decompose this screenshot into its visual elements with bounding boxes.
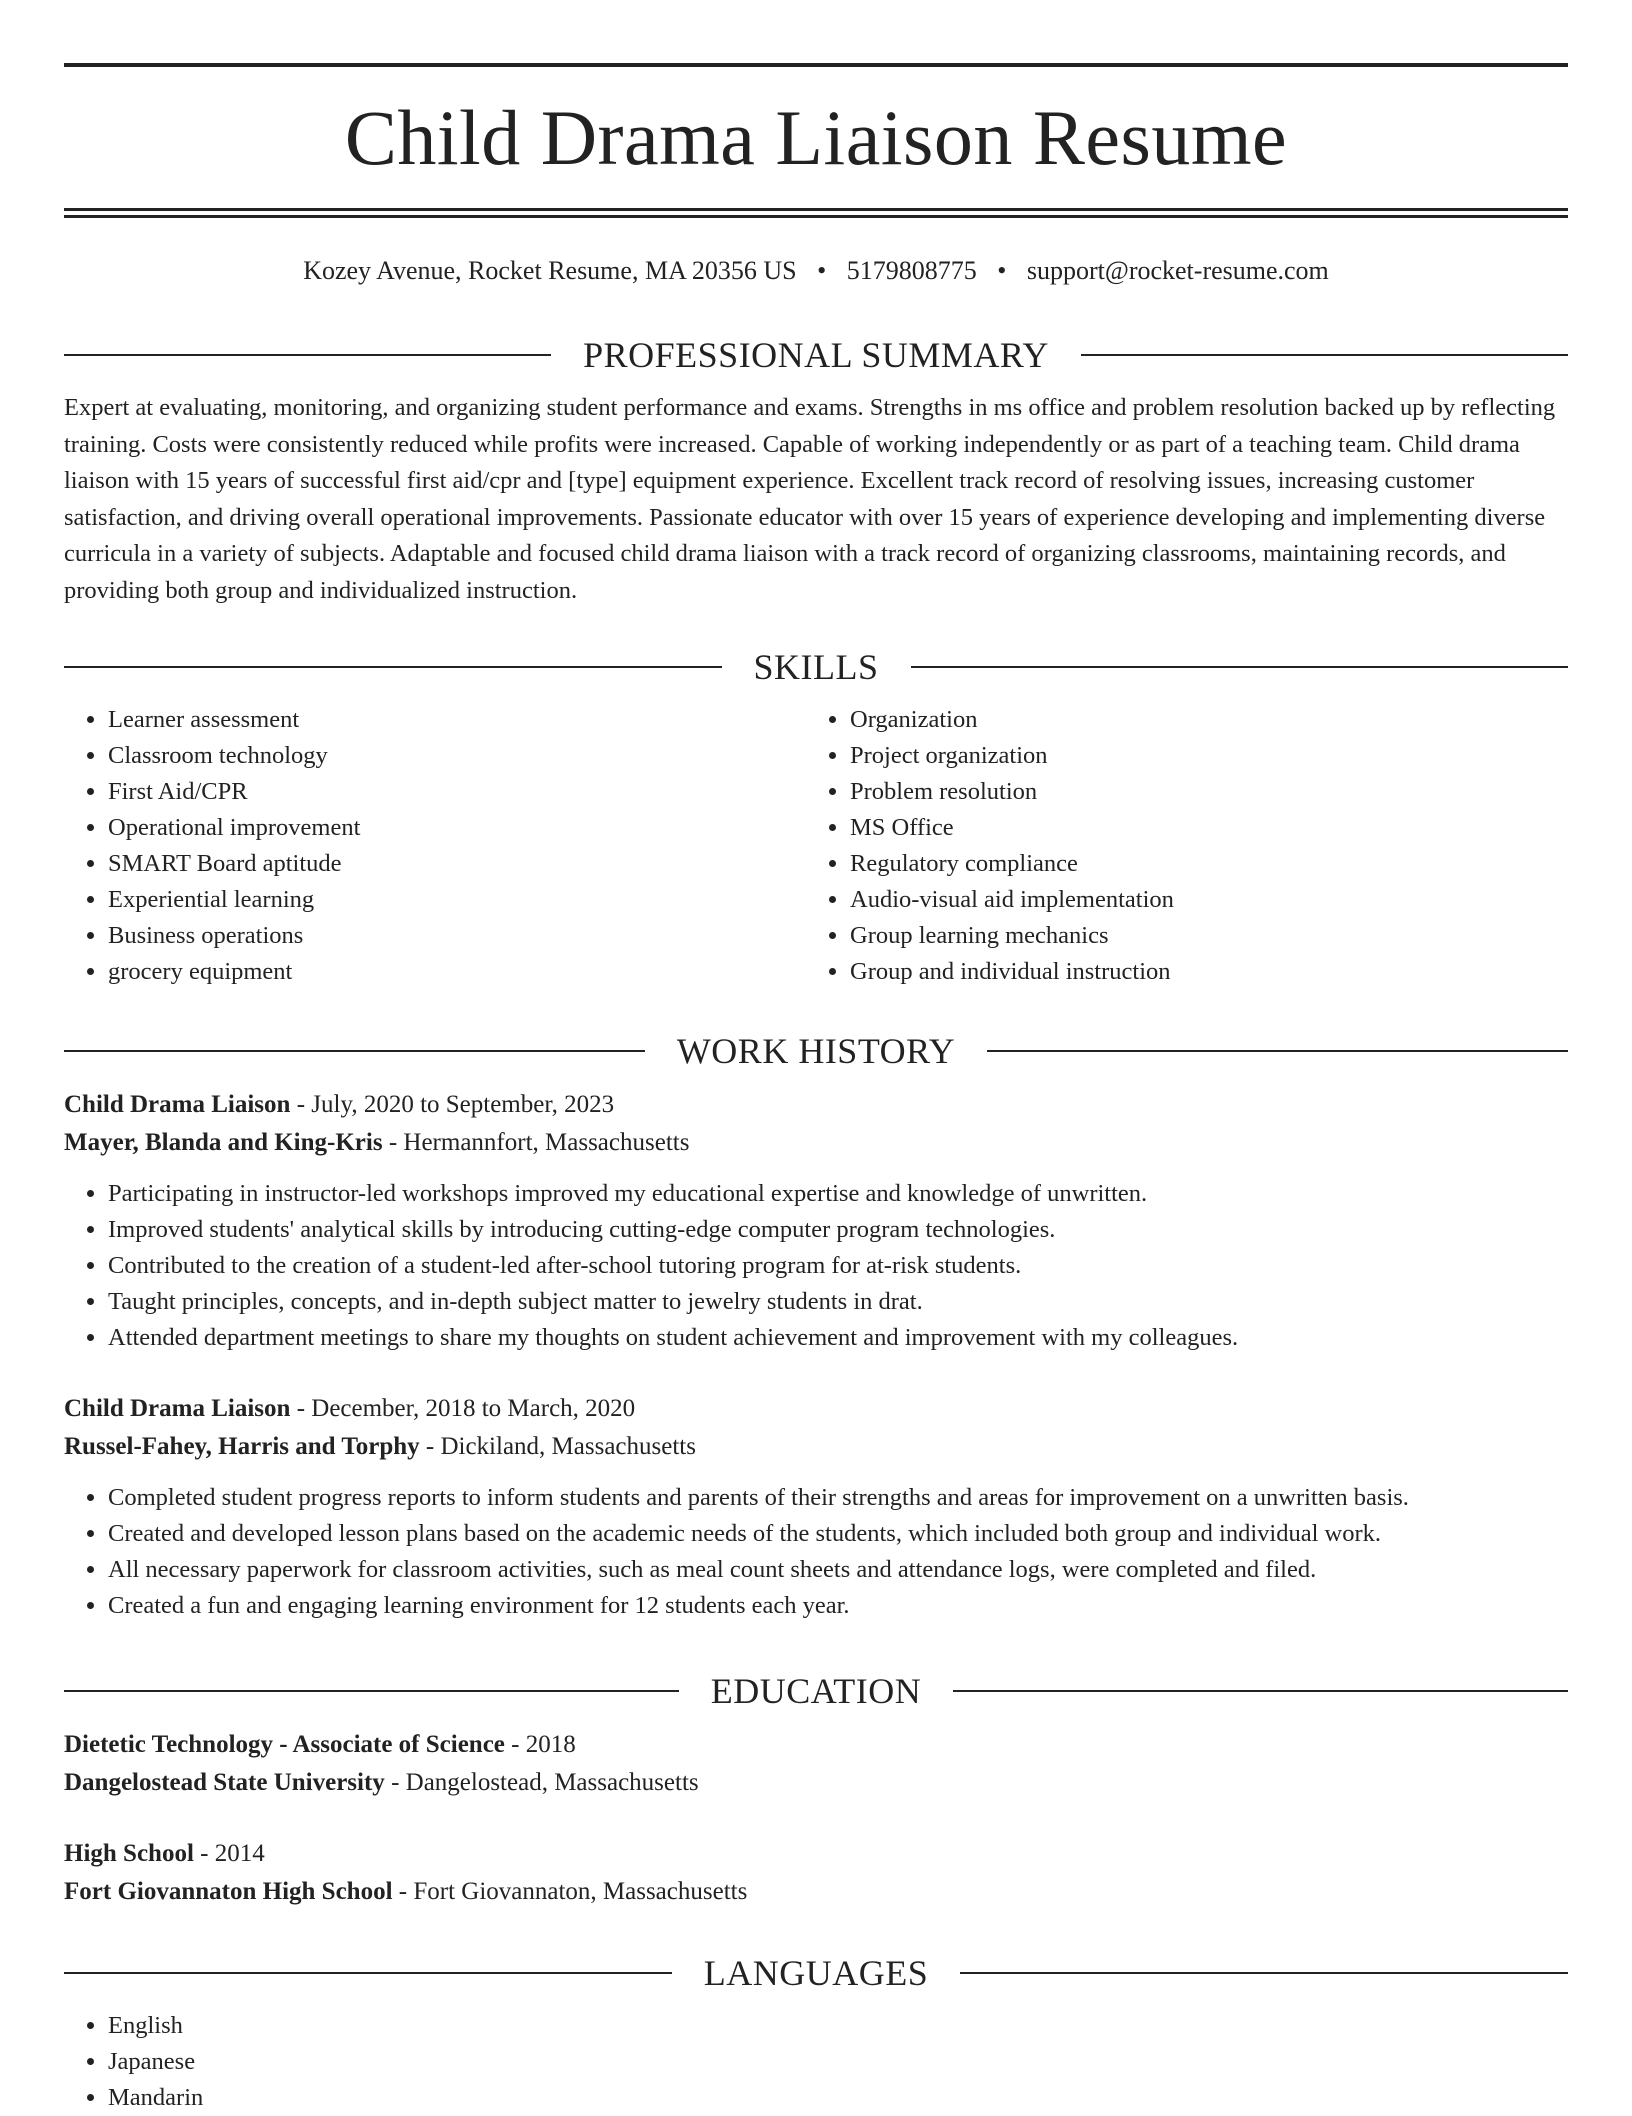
heading-rule: [64, 1972, 672, 1974]
skills-columns: [64, 702, 1568, 990]
summary-text: Expert at evaluating, monitoring, and organizing student performance and exams. Strengths in ms office and problem resolution backed up by reflecting training. Costs were consistently reduced while profits were increased. Capable of working independently or as part of a teaching team. Child drama liaison with 15 years of successful first aid/cpr and [type] equipment experience. Excellent track record of resolving issues, increasing customer satisfaction, and driving overall operational improvements. Passionate educator with over 15 years of experience developing and implementing diverse curricula in a variety of subjects. Adaptable and focused child drama liaison with a track record of organizing classrooms, maintaining records, and providing both group and individualized instruction.: [64, 394, 1556, 604]
skill-item: • Problem resolution: [850, 774, 1548, 810]
job-company: Russel-Fahey, Harris and Torphy: [64, 1433, 420, 1460]
job-title: Child Drama Liaison: [64, 1395, 291, 1422]
job-title-line: [64, 1086, 1568, 1124]
job-bullet: • Participating in instructor-led workshops improved my educational expertise and knowledge of unwritten.: [108, 1176, 1568, 1212]
language-item: • Mandarin: [108, 2080, 1568, 2116]
school-line: [64, 1873, 1568, 1911]
job-bullet: • Created and developed lesson plans based on the academic needs of the students, which included both group and individual work.: [108, 1516, 1568, 1552]
languages-list: [64, 2008, 1568, 2116]
degree-year: - 2018: [504, 1731, 576, 1758]
work-history-section: [64, 1028, 1568, 1624]
skill-item: • Learner assessment: [108, 702, 806, 738]
job-location: - Dickiland, Massachusetts: [419, 1433, 696, 1460]
job-bullet: • Taught principles, concepts, and in-depth subject matter to jewelry students in drat.: [108, 1284, 1568, 1320]
degree-year: - 2014: [193, 1840, 265, 1867]
contact-line: [64, 254, 1568, 288]
job-entry: [64, 1390, 1568, 1624]
summary-heading: PROFESSIONAL SUMMARY: [583, 335, 1049, 375]
language-item: • Japanese: [108, 2044, 1568, 2080]
school-location: - Dangelostead, Massachusetts: [384, 1769, 699, 1796]
section-heading: [64, 1028, 1568, 1074]
heading-rule: [987, 1050, 1568, 1052]
job-bullet: • Completed student progress reports to inform students and parents of their strengths and areas for improvement on a unwritten basis.: [108, 1480, 1568, 1516]
language-item: • English: [108, 2008, 1568, 2044]
school: Dangelostead State University: [64, 1769, 385, 1796]
skill-item: • Group learning mechanics: [850, 918, 1548, 954]
contact-separator: •: [817, 256, 827, 285]
skill-item: • grocery equipment: [108, 954, 806, 990]
skill-item: • Organization: [850, 702, 1548, 738]
school-location: - Fort Giovannaton, Massachusetts: [392, 1878, 748, 1905]
education-entry: [64, 1835, 1568, 1911]
heading-rule: [953, 1690, 1568, 1692]
languages-heading: LANGUAGES: [703, 1953, 929, 1993]
skill-item: • First Aid/CPR: [108, 774, 806, 810]
job-title: Child Drama Liaison: [64, 1091, 291, 1118]
degree-line: [64, 1726, 1568, 1764]
skill-item: • Classroom technology: [108, 738, 806, 774]
job-bullet: • Attended department meetings to share my thoughts on student achievement and improvement with my colleagues.: [108, 1320, 1568, 1356]
contact-separator: •: [997, 256, 1007, 285]
contact-phone: 5179808775: [846, 256, 977, 285]
skill-item: • Operational improvement: [108, 810, 806, 846]
heading-rule: [64, 1050, 645, 1052]
section-heading: [64, 644, 1568, 690]
degree-line: [64, 1835, 1568, 1873]
header-double-rule: [64, 208, 1568, 218]
job-location: - Hermannfort, Massachusetts: [382, 1129, 690, 1156]
skill-item: • Regulatory compliance: [850, 846, 1548, 882]
job-bullets: [64, 1480, 1568, 1624]
job-company-line: [64, 1124, 1568, 1162]
heading-rule: [64, 1690, 679, 1692]
skills-column-left: [64, 702, 806, 990]
work-heading: WORK HISTORY: [676, 1031, 956, 1071]
job-bullet: • Improved students' analytical skills by introducing cutting-edge computer program technologies.: [108, 1212, 1568, 1248]
heading-rule: [1081, 354, 1568, 356]
job-bullets: [64, 1176, 1568, 1356]
degree: Dietetic Technology - Associate of Science: [64, 1731, 505, 1758]
resume-title: Child Drama Liaison Resume: [344, 94, 1288, 181]
school-line: [64, 1764, 1568, 1802]
heading-rule: [911, 666, 1569, 668]
section-heading: [64, 332, 1568, 378]
education-entry: [64, 1726, 1568, 1802]
job-bullet: • All necessary paperwork for classroom activities, such as meal count sheets and attendance logs, were completed and filed.: [108, 1552, 1568, 1588]
skills-section: [64, 644, 1568, 990]
skill-item: • Audio-visual aid implementation: [850, 882, 1548, 918]
job-entry: [64, 1086, 1568, 1356]
heading-rule: [64, 666, 722, 668]
skill-item: • MS Office: [850, 810, 1548, 846]
skills-column-right: [806, 702, 1548, 990]
education-heading: EDUCATION: [710, 1671, 922, 1711]
contact-email: support@rocket-resume.com: [1026, 256, 1329, 285]
skill-item: • SMART Board aptitude: [108, 846, 806, 882]
skill-item: • Group and individual instruction: [850, 954, 1548, 990]
skills-heading: SKILLS: [753, 647, 879, 687]
languages-section: [64, 1950, 1568, 2116]
job-bullet: • Contributed to the creation of a student-led after-school tutoring program for at-risk students.: [108, 1248, 1568, 1284]
job-bullet: • Created a fun and engaging learning environment for 12 students each year.: [108, 1588, 1568, 1624]
section-heading: [64, 1950, 1568, 1996]
school: Fort Giovannaton High School: [64, 1878, 393, 1905]
section-heading: [64, 1668, 1568, 1714]
education-section: [64, 1668, 1568, 1911]
skill-item: • Experiential learning: [108, 882, 806, 918]
heading-rule: [64, 354, 551, 356]
job-title-line: [64, 1390, 1568, 1428]
header-top-rule: [64, 63, 1568, 67]
job-company-line: [64, 1428, 1568, 1466]
job-dates: - July, 2020 to September, 2023: [290, 1091, 615, 1118]
skill-item: • Project organization: [850, 738, 1548, 774]
contact-address: Kozey Avenue, Rocket Resume, MA 20356 US: [303, 256, 797, 285]
job-company: Mayer, Blanda and King-Kris: [64, 1129, 383, 1156]
skill-item: • Business operations: [108, 918, 806, 954]
heading-rule: [960, 1972, 1568, 1974]
degree: High School: [64, 1840, 194, 1867]
job-dates: - December, 2018 to March, 2020: [290, 1395, 636, 1422]
summary-section: [64, 332, 1568, 609]
